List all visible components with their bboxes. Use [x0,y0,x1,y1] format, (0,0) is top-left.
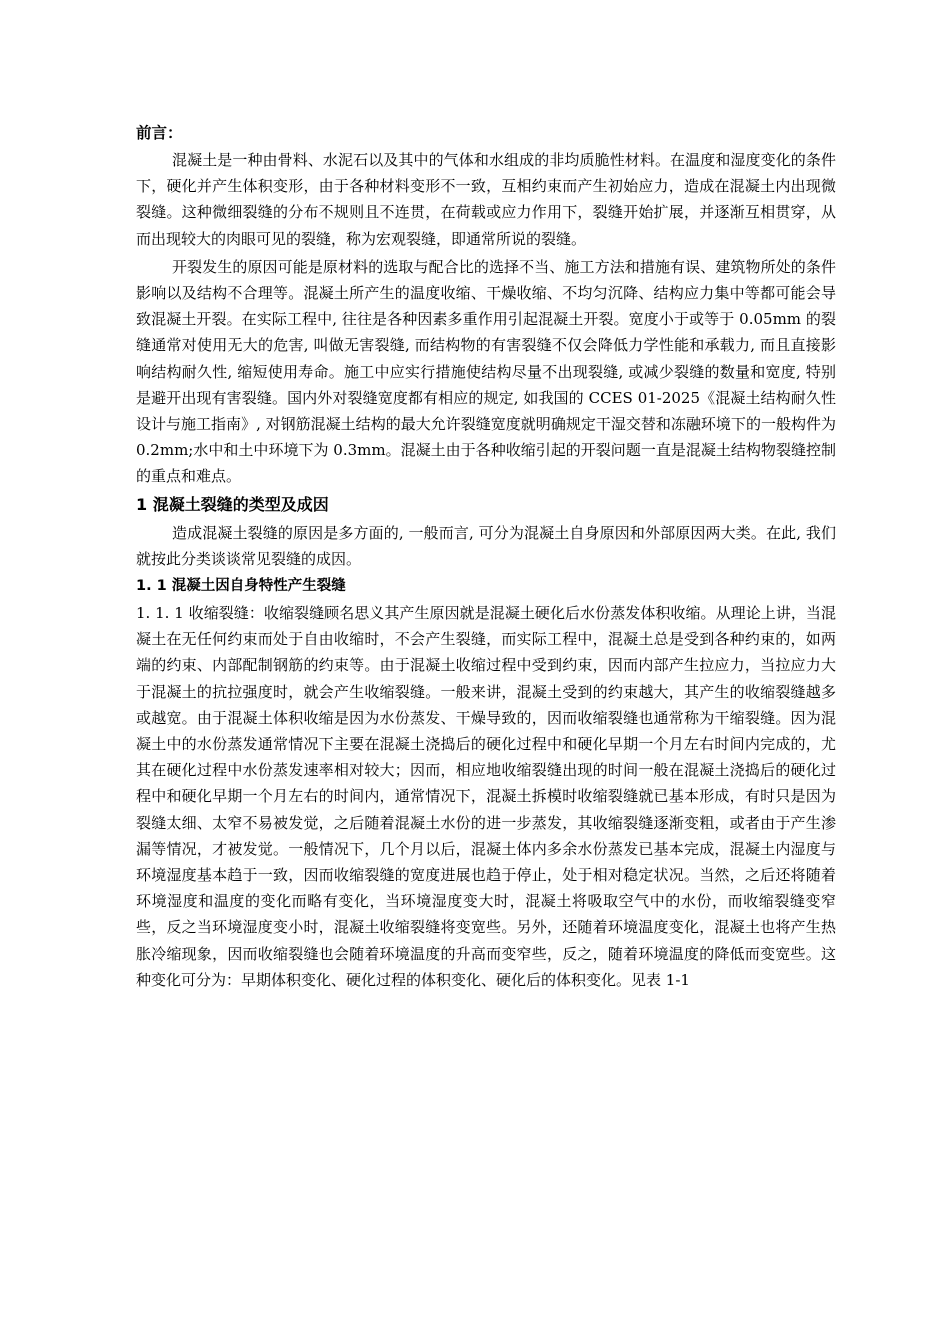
preface-paragraph-1: 混凝土是一种由骨料、水泥石以及其中的气体和水组成的非均质脆性材料。在温度和湿度变化的条件下，硬化并产生体积变形，由于各种材料变形不一致，互相约束而产生初始应力，造成在混凝土内出现微裂缝。这种微细裂缝的分布不规则且不连贯，在荷载或应力作用下，裂缝开始扩展，并逐渐互相贯穿，从而出现较大的肉眼可见的裂缝，称为宏观裂缝，即通常所说的裂缝。 [136,151,836,248]
section-1-title: 1 混凝土裂缝的类型及成因 [136,494,329,514]
section-1-paragraph: 造成混凝土裂缝的原因是多方面的, 一般而言, 可分为混凝土自身原因和外部原因两大类。在此, 我们就按此分类谈谈常见裂缝的成因。 [136,523,836,568]
document-body [136,119,836,993]
section-1-1-title: 1. 1 混凝土因自身特性产生裂缝 [136,578,346,595]
preface-paragraph-2: 开裂发生的原因可能是原材料的选取与配合比的选择不当、施工方法和措施有误、建筑物所处的条件影响以及结构不合理等。混凝土所产生的温度收缩、干燥收缩、不均匀沉降、结构应力集中等都可能会导致混凝土开裂。在实际工程中, 往往是各种因素多重作用引起混凝土开裂。宽度小于或等于 0.05mm 的裂缝通常对使用无大的危害, 叫做无害裂缝, 而结构物的有害裂缝不仅会降低力学性能和承载力, 而且直接影响结构耐久性, 缩短使用寿命。施工中应实行措施使结构尽量不出现裂缝, 或减少裂缝的数量和宽度, 特别是避开出现有害裂缝。国内外对裂缝宽度都有相应的规定, 如我国的 CCES 01-2025《混凝土结构耐久性设计与施工指南》, 对钢筋混凝土结构的最大允许裂缝宽度就明确规定干湿交替和冻融环境下的一般构件为 0.2mm;水中和土中环境下为 0.3mm。混凝土由于各种收缩引起的开裂问题一直是混凝土结构物裂缝控制的重点和难点。 [136,257,836,486]
preface-title: 前言： [136,124,183,142]
section-1-1-1-paragraph: 1. 1. 1 收缩裂缝：收缩裂缝顾名思义其产生原因就是混凝土硬化后水份蒸发体积收缩。从理论上讲，当混凝土在无任何约束而处于自由收缩时，不会产生裂缝，而实际工程中，混凝土总是受到各种约束的，如两端的约束、内部配制钢筋的约束等。由于混凝土收缩过程中受到约束，因而内部产生拉应力，当拉应力大于混凝土的抗拉强度时，就会产生收缩裂缝。一般来讲，混凝土受到的约束越大，其产生的收缩裂缝越多或越宽。由于混凝土体积收缩是因为水份蒸发、干燥导致的，因而收缩裂缝也通常称为干缩裂缝。因为混凝土中的水份蒸发通常情况下主要在混凝土浇捣后的硬化过程中和硬化早期一个月左右时间内完成的，尤其在硬化过程中水份蒸发速率相对较大；因而，相应地收缩裂缝出现的时间一般在混凝土浇捣后的硬化过程中和硬化早期一个月左右的时间内，通常情况下，混凝土拆模时收缩裂缝就已基本形成，有时只是因为裂缝太细、太窄不易被发觉，之后随着混凝土水份的进一步蒸发，其收缩裂缝逐渐变粗，或者由于产生渗漏等情况，才被发觉。一般情况下，几个月以后，混凝土体内多余水份蒸发已基本完成，混凝土内湿度与环境湿度基本趋于一致，因而收缩裂缝的宽度进展也趋于停止，处于相对稳定状况。当然，之后还将随着环境湿度和温度的变化而略有变化，当环境湿度变大时，混凝土将吸取空气中的水份，而收缩裂缝变窄些，反之当环境湿度变小时，混凝土收缩裂缝将变宽些。另外，还随着环境温度变化，混凝土也将产生热胀冷缩现象，因而收缩裂缝也会随着环境温度的升高而变窄些，反之，随着环境温度的降低而变宽些。这种变化可分为：早期体积变化、硬化过程的体积变化、硬化后的体积变化。见表 1-1 [136,604,836,989]
